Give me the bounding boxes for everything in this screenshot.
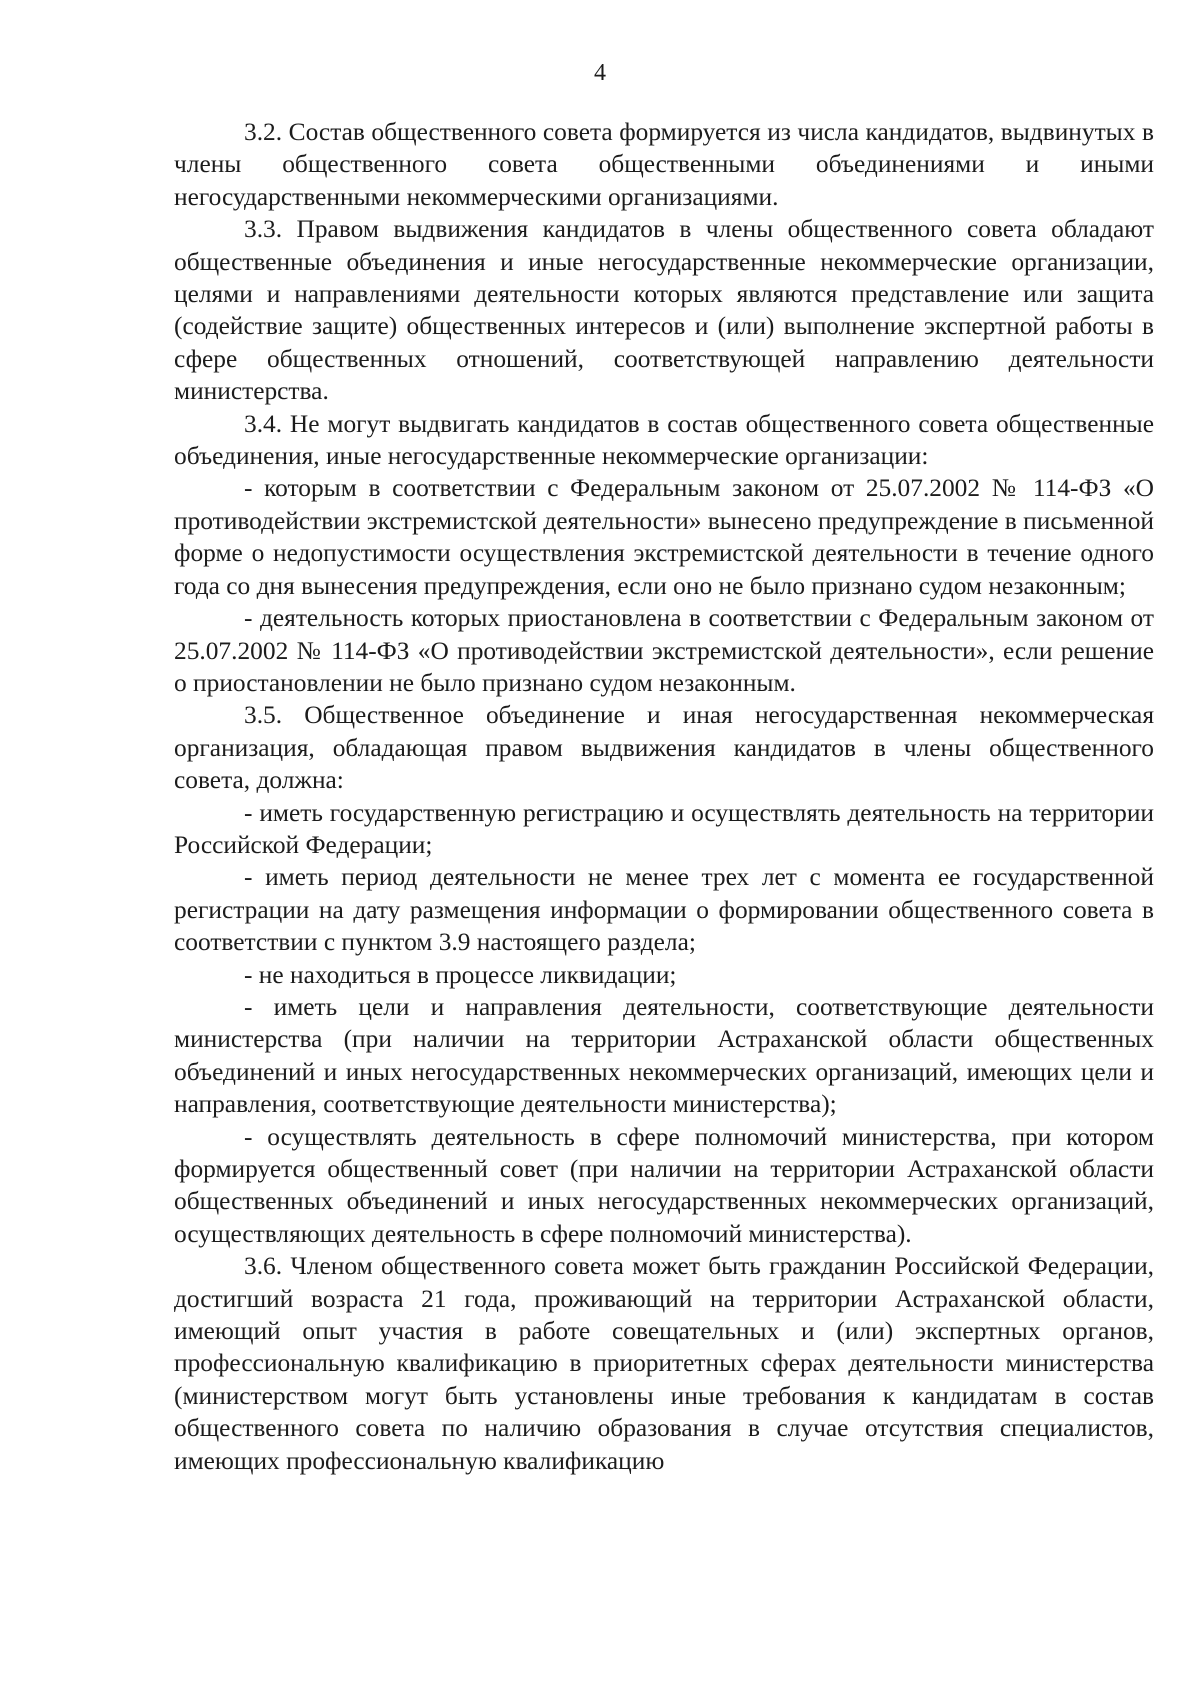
paragraph-3-5: 3.5. Общественное объединение и иная негосударственная некоммерческая организация, обладающая правом выдвижения кандидатов в члены общественного совета, должна: [174, 701, 1154, 795]
document-body [174, 116, 1154, 1477]
list-item-suspended: - деятельность которых приостановлена в соответствии с Федеральным законом от 25.07.2002 № 114-ФЗ «О противодействии экстремистской деятельности», если решение о приостановлении не было признано судом незаконным. [174, 604, 1154, 697]
list-item-liquidation: - не находиться в процессе ликвидации; [244, 960, 677, 989]
list-item-goals: - иметь цели и направления деятельности, соответствующие деятельности министерства (при наличии на территории Астраханской области общественных объединений и иных негосударственных некоммерческих организаций, имеющих цели и направления, соответствующие деятельности министерства); [174, 992, 1154, 1119]
list-item-warning: - которым в соответствии с Федеральным законом от 25.07.2002 № 114-ФЗ «О противодействии экстремистской деятельности» вынесено предупреждение в письменной форме о недопустимости осуществления экстремистской деятельности в течение одного года со дня вынесения предупреждения, если оно не было признано судом незаконным; [174, 474, 1154, 600]
list-item-activity: - осуществлять деятельность в сфере полномочий министерства, при котором формируется общественный совет (при наличии на территории Астраханской области общественных объединений и иных негосударственных некоммерческих организаций, осуществляющих деятельность в сфере полномочий министерства). [174, 1122, 1154, 1248]
paragraph-3-2: 3.2. Состав общественного совета формируется из числа кандидатов, выдвинутых в члены общественного совета общественными объединениями и иными негосударственными некоммерческими организациями. [174, 118, 1154, 211]
list-item-registration: - иметь государственную регистрацию и осуществлять деятельность на территории Российской Федерации; [174, 798, 1154, 859]
paragraph-3-6: 3.6. Членом общественного совета может быть гражданин Российской Федерации, достигший возраста 21 года, проживающий на территории Астраханской области, имеющий опыт участия в работе совещательных и (или) экспертных органов, профессиональную квалификацию в приоритетных сферах деятельности министерства (министерством могут быть установлены иные требования к кандидатам в состав общественного совета по наличию образования в случае отсутствия специалистов, имеющих профессиональную квалификацию [174, 1252, 1154, 1475]
list-item-period: - иметь период деятельности не менее трех лет с момента ее государственной регистрации на дату размещения информации о формировании общественного совета в соответствии с пунктом 3.9 настоящего раздела; [174, 863, 1154, 957]
page-number: 4 [594, 60, 606, 86]
paragraph-3-4: 3.4. Не могут выдвигать кандидатов в состав общественного совета общественные объединения, иные негосударственные некоммерческие организации: [174, 409, 1154, 471]
paragraph-3-3: 3.3. Правом выдвижения кандидатов в члены общественного совета обладают общественные объединения и иные негосударственные некоммерческие организации, целями и направлениями деятельности которых являются представление или защита (содействие защите) общественных интересов и (или) выполнение экспертной работы в сфере общественных отношений, соответствующей направлению деятельности министерства. [174, 215, 1154, 406]
